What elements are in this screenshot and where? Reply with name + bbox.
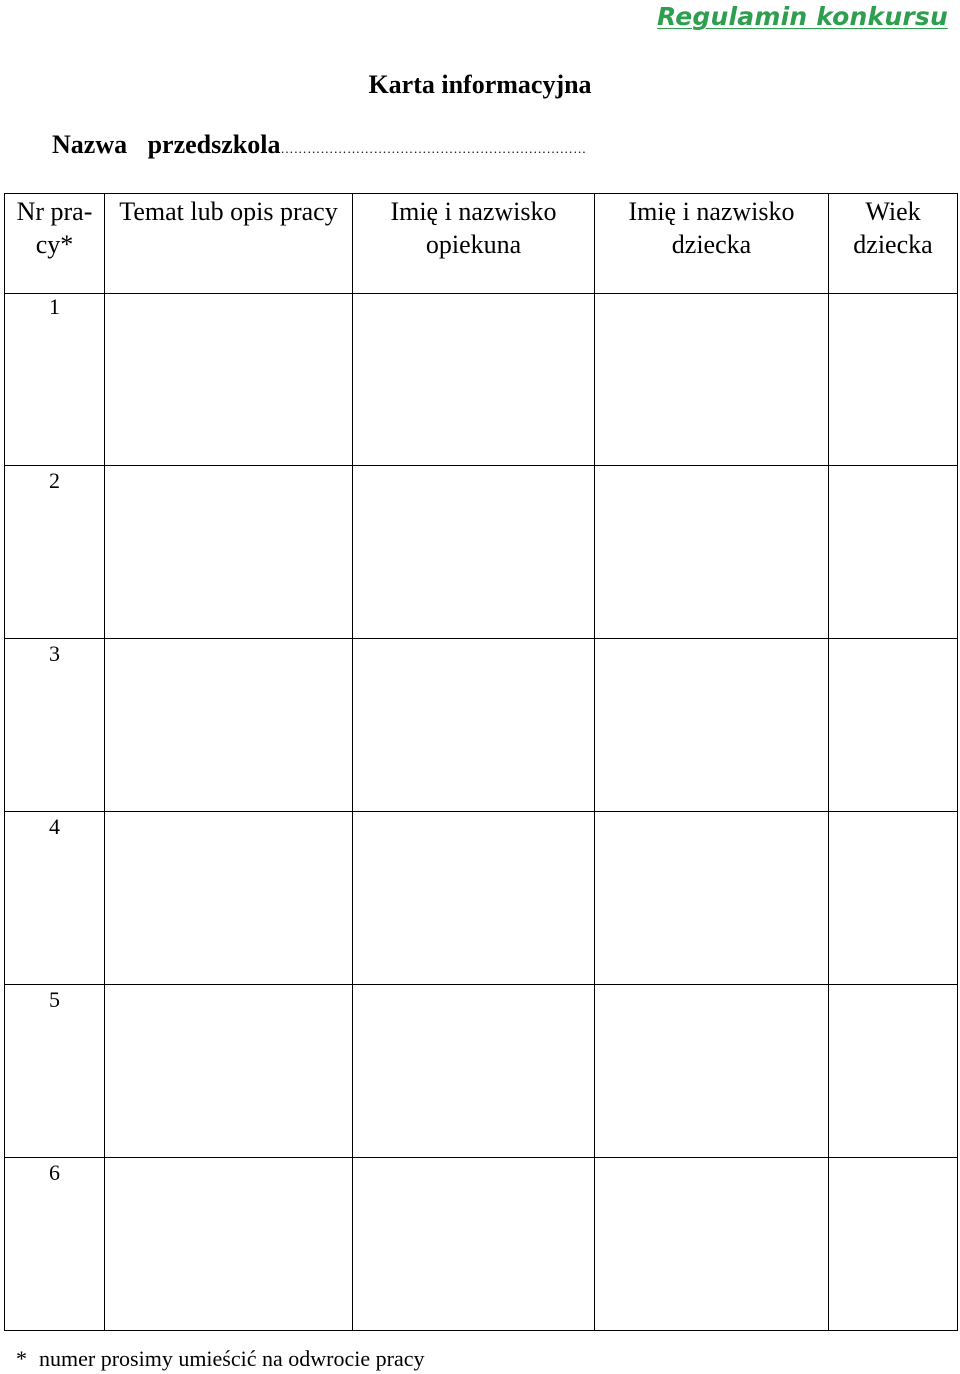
- table-row: [5, 985, 958, 1158]
- cell-opiekun[interactable]: [353, 1158, 595, 1331]
- row-number: 2: [5, 466, 105, 639]
- cell-wiek[interactable]: [829, 294, 958, 466]
- column-header-temat: Temat lub opis pracy: [105, 194, 353, 294]
- school-name-field[interactable]: ……………………………………………………………: [280, 141, 587, 156]
- cell-temat[interactable]: [105, 985, 353, 1158]
- cell-dziecko[interactable]: [595, 294, 829, 466]
- cell-temat[interactable]: [105, 639, 353, 812]
- cell-temat[interactable]: [105, 1158, 353, 1331]
- table-row: [5, 812, 958, 985]
- cell-wiek[interactable]: [829, 639, 958, 812]
- cell-dziecko[interactable]: [595, 985, 829, 1158]
- row-number: 3: [5, 639, 105, 812]
- cell-opiekun[interactable]: [353, 294, 595, 466]
- school-name-label: Nazwa przedszkola: [52, 130, 281, 159]
- column-header-wiek: Wiek dziecka: [829, 194, 958, 294]
- cell-temat[interactable]: [105, 812, 353, 985]
- cell-wiek[interactable]: [829, 466, 958, 639]
- footnote-text: numer prosimy umieścić na odwrocie pracy: [39, 1346, 425, 1371]
- column-header-opiekun: Imię i nazwisko opiekuna: [353, 194, 595, 294]
- column-header-nr: Nr pra-cy*: [5, 194, 105, 294]
- column-header-dziecko: Imię i nazwisko dziecka: [595, 194, 829, 294]
- cell-opiekun[interactable]: [353, 466, 595, 639]
- table-header-row: [5, 194, 958, 294]
- cell-dziecko[interactable]: [595, 639, 829, 812]
- row-number: 1: [5, 294, 105, 466]
- row-number: 6: [5, 1158, 105, 1331]
- cell-dziecko[interactable]: [595, 466, 829, 639]
- regulamin-link[interactable]: Regulamin konkursu: [657, 2, 948, 31]
- footnote-marker: *: [16, 1346, 27, 1371]
- cell-temat[interactable]: [105, 294, 353, 466]
- table-row: [5, 466, 958, 639]
- table-row: [5, 639, 958, 812]
- cell-dziecko[interactable]: [595, 1158, 829, 1331]
- cell-wiek[interactable]: [829, 812, 958, 985]
- cell-opiekun[interactable]: [353, 639, 595, 812]
- row-number: 5: [5, 985, 105, 1158]
- entries-table: [4, 193, 958, 1331]
- footnote: [16, 1346, 424, 1372]
- document-title: Karta informacyjna: [368, 70, 592, 99]
- table-row: [5, 1158, 958, 1331]
- row-number: 4: [5, 812, 105, 985]
- cell-temat[interactable]: [105, 466, 353, 639]
- cell-opiekun[interactable]: [353, 812, 595, 985]
- cell-dziecko[interactable]: [595, 812, 829, 985]
- cell-wiek[interactable]: [829, 985, 958, 1158]
- school-name-line: [52, 130, 586, 160]
- cell-opiekun[interactable]: [353, 985, 595, 1158]
- table-row: [5, 294, 958, 466]
- cell-wiek[interactable]: [829, 1158, 958, 1331]
